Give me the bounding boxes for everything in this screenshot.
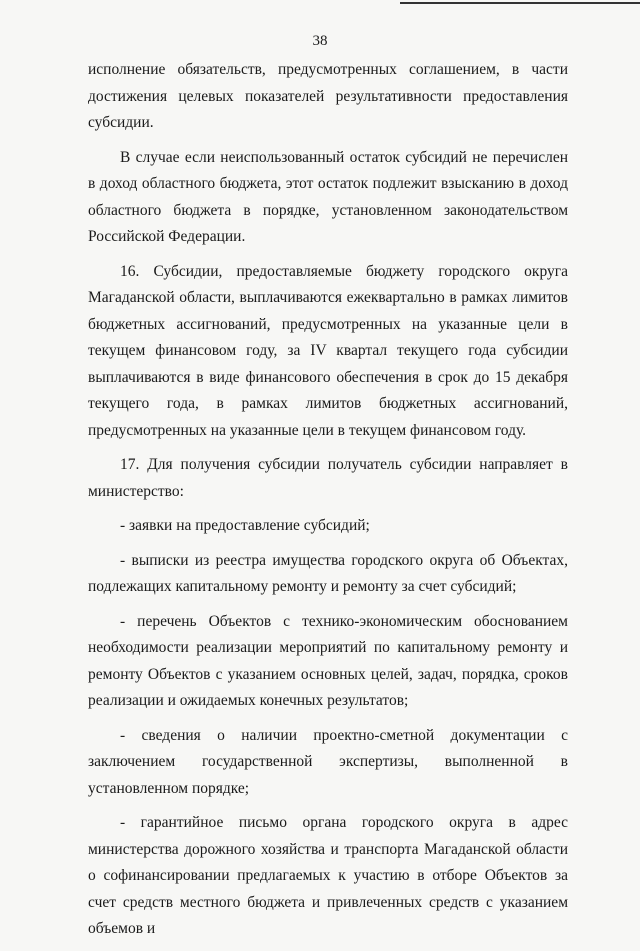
paragraph-item-17: 17. Для получения субсидии получатель субсидии направляет в министерство: xyxy=(88,456,568,500)
document-body xyxy=(88,57,568,951)
page-number: 38 xyxy=(312,33,328,49)
paragraph-continuation: исполнение обязательств, предусмотренных соглашением, в части достижения целевых показателей результативности предоставления субсидии. xyxy=(88,61,568,131)
list-item-guarantee-letter: - гарантийное письмо органа городского округа в адрес министерства дорожного хозяйства и транспорта Магаданской области о софинансировании предлагаемых к участию в отборе Объектов за счет средств местного бюджета и привлеченных средств с указанием объемов и xyxy=(88,814,568,937)
list-item-objects-list: - перечень Объектов с технико-экономическим обоснованием необходимости реализации мероприятий по капитальному ремонту и ремонту Объектов с указанием основных целей, задач, порядка, сроков реализации и ожидаемых конечных результатов; xyxy=(88,612,568,709)
list-item-applications: - заявки на предоставление субсидий; xyxy=(120,517,370,534)
paragraph-item-16: 16. Субсидии, предоставляемые бюджету городского округа Магаданской области, выплачиваются ежеквартально в рамках лимитов бюджетных ассигнований, предусмотренных на указанные цели в текущем финансовом году, за IV квартал текущего года субсидии выплачиваются в виде финансового обеспечения в срок до 15 декабря текущего года, в рамках лимитов бюджетных ассигнований, предусмотренных на указанные цели в текущем финансовом году. xyxy=(88,262,568,439)
list-item-design-docs: - сведения о наличии проектно-сметной документации с заключением государственной экспертизы, выполненной в установленном порядке; xyxy=(88,726,568,797)
list-item-registry-extracts: - выписки из реестра имущества городского округа об Объектах, подлежащих капитальному ремонту и ремонту за счет субсидий; xyxy=(88,551,568,595)
paragraph-unused-balance: В случае если неиспользованный остаток субсидий не перечислен в доход областного бюджета, этот остаток подлежит взысканию в доход областного бюджета в порядке, установленном законодательством Российской Федерации. xyxy=(88,148,568,245)
top-border-line xyxy=(400,2,640,4)
